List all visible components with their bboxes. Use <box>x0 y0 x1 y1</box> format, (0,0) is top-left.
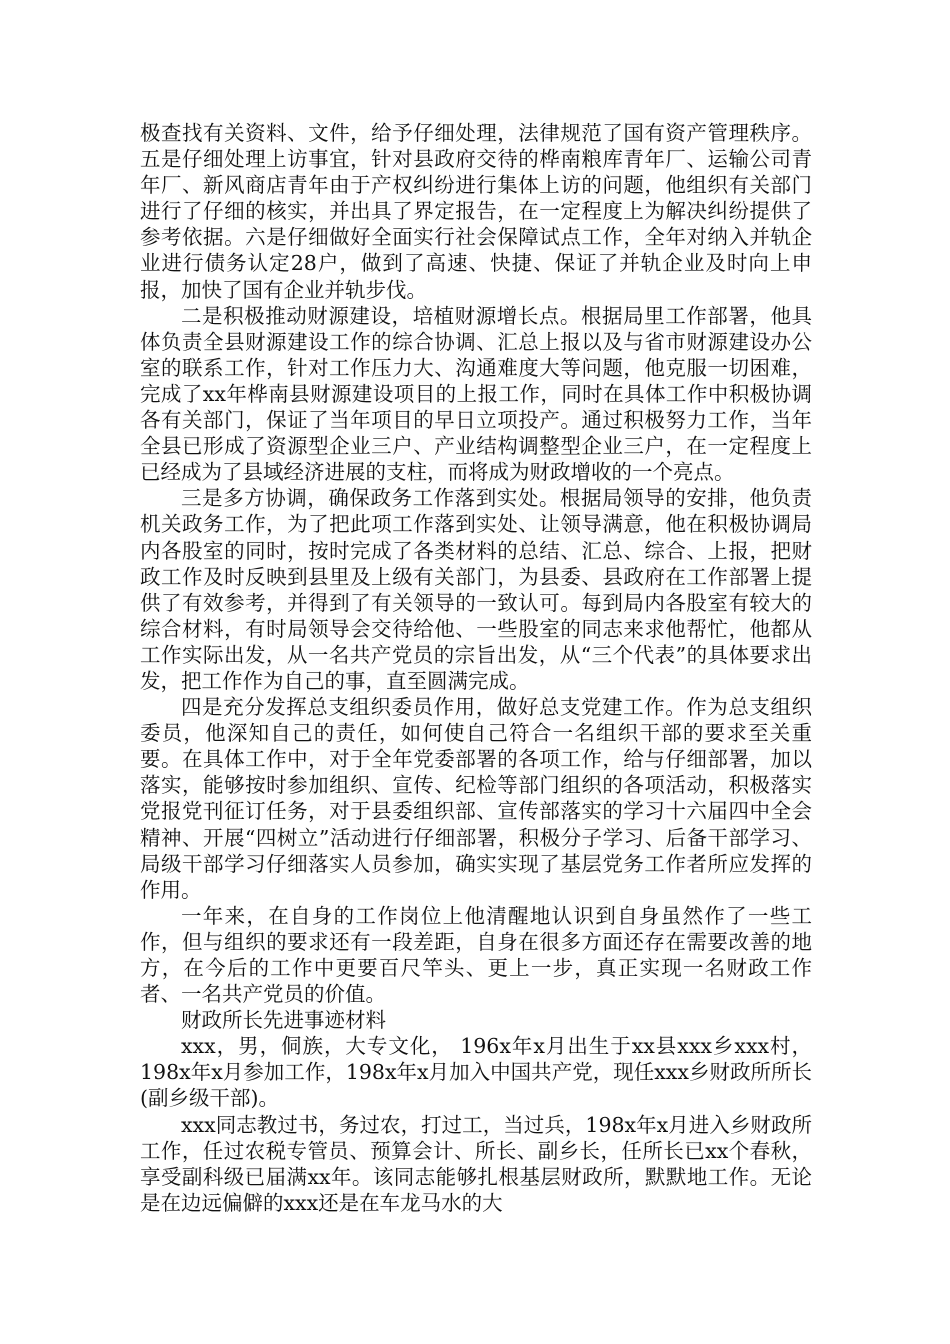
section-heading: 财政所长先进事迹材料 <box>181 1008 386 1033</box>
paragraph-7: xxx同志教过书，务过农，打过工，当过兵，198x年x月进入乡财政所工作，任过农税专管员、预算会计、所长、副乡长，任所长已xx个春秋，享受副科级已届满xx年。该同志能够扎根基层财政所，默默地工作。无论是在边远偏僻的xxx还是在车龙马水的大 <box>140 1112 812 1215</box>
paragraph-2: 二是积极推动财源建设，培植财源增长点。根据局里工作部署，他具体负责全县财源建设工作的综合协调、汇总上报以及与省市财源建设办公室的联系工作，针对工作压力大、沟通难度大等问题，他克服一切困难，完成了xx年桦南县财源建设项目的上报工作，同时在具体工作中积极协调各有关部门，保证了当年项目的早日立项投产。通过积极努力工作，当年全县已形成了资源型企业三户、产业结构调整型企业三户，在一定程度上已经成为了县域经济进展的支柱，而将成为财政增收的一个亮点。 <box>140 303 812 485</box>
paragraph-6: xxx，男，侗族，大专文化， 196x年x月出生于xx县xxx乡xxx村，198x年x月参加工作，198x年x月加入中国共产党，现任xxx乡财政所所长(副乡级干部)。 <box>140 1034 812 1111</box>
document-page <box>140 120 812 1216</box>
paragraph-3: 三是多方协调，确保政务工作落到实处。根据局领导的安排，他负责机关政务工作，为了把此项工作落到实处、让领导满意，他在积极协调局内各股室的同时，按时完成了各类材料的总结、汇总、综合、上报，把财政工作及时反映到县里及上级有关部门，为县委、县政府在工作部署上提供了有效参考，并得到了有关领导的一致认可。每到局内各股室有较大的综合材料，有时局领导会交待给他、一些股室的同志来求他帮忙，他都从工作实际出发，从一名共产党员的宗旨出发，从“三个代表”的具体要求出发，把工作作为自己的事，直至圆满完成。 <box>140 486 812 693</box>
paragraph-5: 一年来，在自身的工作岗位上他清醒地认识到自身虽然作了一些工作，但与组织的要求还有一段差距，自身在很多方面还存在需要改善的地方，在今后的工作中更要百尺竿头、更上一步，真正实现一名财政工作者、一名共产党员的价值。 <box>140 903 812 1007</box>
paragraph-4: 四是充分发挥总支组织委员作用，做好总支党建工作。作为总支组织委员，他深知自己的责任，如何使自己符合一名组织干部的要求至关重要。在具体工作中，对于全年党委部署的各项工作，给与仔细部署，加以落实，能够按时参加组织、宣传、纪检等部门组织的各项活动，积极落实党报党刊征订任务，对于县委组织部、宣传部落实的学习十六届四中全会精神、开展“四树立”活动进行仔细部署，积极分子学习、后备干部学习、局级干部学习仔细落实人员参加，确实实现了基层党务工作者所应发挥的作用。 <box>140 695 812 902</box>
paragraph-1: 极查找有关资料、文件，给予仔细处理，法律规范了国有资产管理秩序。五是仔细处理上访事宜，针对县政府交待的桦南粮库青年厂、运输公司青年厂、新风商店青年由于产权纠纷进行集体上访的问题，他组织有关部门进行了仔细的核实，并出具了界定报告，在一定程度上为解决纠纷提供了参考依据。六是仔细做好全面实行社会保障试点工作，全年对纳入并轨企业进行债务认定28户，做到了高速、快捷、保证了并轨企业及时向上申报，加快了国有企业并轨步伐。 <box>140 121 812 302</box>
